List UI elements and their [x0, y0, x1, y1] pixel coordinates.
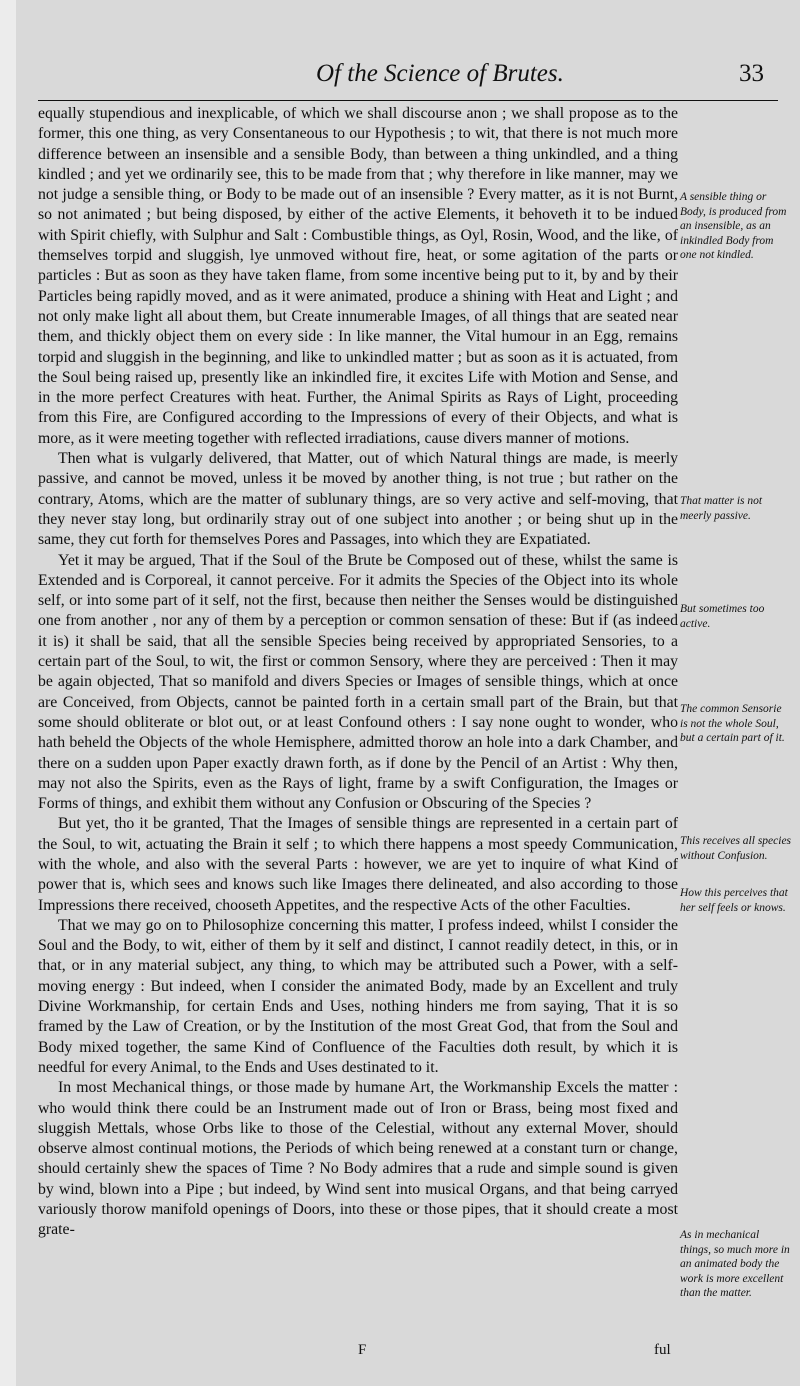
- paragraph-2: Then what is vulgarly delivered, that Matter, out of which Natural things are made, is meerly passive, and cannot be moved, unless it be moved by another thing, is not true ; but rather on the contrary, Atoms, which are the matter of sublunary things, are so very active and self-moving, that they never stay long, but ordinarily stray out of one subject into another ; or being shut up in the same, they cut forth for themselves Pores and Passages, into which they are Expatiated.: [38, 450, 678, 549]
- page-header: [38, 56, 778, 101]
- margin-note-too-active: But sometimes too active.: [680, 603, 765, 630]
- paragraph-6: In most Mechanical things, or those made by humane Art, the Workmanship Excels the matter : who would think there could be an Instrument made out of Iron or Brass, being most fixed and sluggish Mettals, whose Orbs like to those of the Celestial, without any external Mover, should observe almost continual motions, the Periods of which being renewed at a constant turn or change, should certainly shew the spaces of Time ? No Body admires that a rude and simple sound is given by wind, blown into a Pipe ; but indeed, by Wind sent into musical Organs, and that being carryed variously thorow manifold openings of Doors, into these or those pipes, that it should create a most grate-: [38, 1079, 678, 1239]
- margin-note-mechanical-things: As in mechanical things, so much more in an animated body the work is more excellent than the matter.: [680, 1229, 790, 1299]
- paragraph-4: But yet, tho it be granted, That the Images of sensible things are represented in a certain part of the Soul, to wit, actuating the Brain it self ; to which there happens a most speedy Communication, with the whole, and also with the several Parts : however, we are yet to inquire of what Kind of power that is, which sees and knows such like Images there delineated, and also according to those Impressions there received, chooseth Appetites, and the respective Acts of the other Faculties.: [38, 815, 678, 914]
- page-binding-edge: [0, 0, 16, 1386]
- paragraph-1: equally stupendious and inexplicable, of which we shall discourse anon ; we shall propose as to the former, this one thing, as very Consentaneous to our Hypothesis ; to wit, that there is not much more difference between an insensible and a sensible Body, than between a thing unkindled, and a thing kindled ; and yet we ordinarily see, this to be made from that ; why therefore in like manner, may we not judge a sensible thing, or Body to be made out of an insensible ? Every matter, as it is not Burnt, so not animated ; but being disposed, by either of the active Elements, it behoveth it to be indued with Spirit chiefly, with Sulphur and Salt : Combustible things, as Oyl, Rosin, Wood, and the like, of themselves torpid and sluggish, lye unmoved without fire, heat, or some agitation of the parts or particles : But as soon as they have taken flame, from some incentive being put to it, by and by their Particles being rapidly moved, and as it were animated, produce a shining with Heat and Light ; and not only make light all about them, but Create innumerable Images, of all things that are seated near them, and thickly object them on every side : In like manner, the Vital humour in an Egg, remains torpid and sluggish in the beginning, and like to unkindled matter ; but as soon as it is actuated, from the Soul being raised up, presently like an inkindled fire, it excites Life with Motion and Sense, and in the more perfect Creatures with heat. Further, the Animal Spirits as Rays of Light, proceeding from this Fire, are Configured according to the Impressions of every of their Objects, and what is more, as it were meeting together with reflected irradiations, cause divers manner of motions.: [38, 105, 678, 447]
- margin-note-receives-species: This receives all species without Confusion.: [680, 835, 792, 862]
- margin-note-matter-passive: That matter is not meerly passive.: [680, 495, 763, 522]
- paragraph-5: That we may go on to Philosophize concerning this matter, I profess indeed, whilst I consider the Soul and the Body, to wit, either of them by it self and distinct, I cannot readily detect, in this, or in that, or in any material subject, any thing, to which may be attributed such a Power, with a self-moving energy : But indeed, when I consider the animated Body, made by an Excellent and truly Divine Workmanship, for certain Ends and Uses, nothing hinders me from saying, That it is so framed by the Law of Creation, or by the Institution of the most Great God, that from the Soul and Body mixed together, the same Kind of Confluence of the Faculties doth result, by which it is needful for every Animal, to the Ends and Uses destinated to it.: [38, 916, 678, 1076]
- page-number: 33: [739, 60, 764, 87]
- margin-note-sensible-thing: A sensible thing or Body, is produced from an insensible, as an inkindled Body from one not kindled.: [680, 191, 787, 261]
- signature-mark: F: [358, 1342, 367, 1358]
- running-title: Of the Science of Brutes.: [316, 60, 564, 87]
- catchword: ful: [654, 1342, 671, 1358]
- paragraph-3: Yet it may be argued, That if the Soul of the Brute be Composed out of these, whilst the same is Extended and is Corporeal, it cannot perceive. For it admits the Species of the Object into its whole self, or into some part of it self, not the first, because then neither the Senses would be distinguished one from another , nor any of them by a perception or common sensation of these: But if (as indeed it is) it shall be said, that all the sensible Species being received by appropriated Sensories, to a certain part of the Soul, to wit, the first or common Sensory, where they are perceived : Then it may be again objected, That so manifold and divers Species or Images of sensible things, which at once are Conceived, from Objects, cannot be painted forth in a certain small part of the Brain, but that some should obliterate or blot out, or at least Confound others : I say none ought to wonder, who hath beheld the Objects of the whole Hemisphere, admitted thorow an hole into a dark Chamber, and there on a sudden upon Paper exactly drawn forth, as if done by the Pencil of an Artist : Why then, may not also the Spirits, even as the Rays of light, frame by a swift Configuration, the Images or Forms of things, and exhibit them without any Confusion or Obscuring of the Species ?: [38, 551, 678, 813]
- body-text: [38, 104, 678, 1241]
- margin-note-how-perceives: How this perceives that her self feels or knows.: [680, 887, 788, 914]
- margin-note-common-sensorie: The common Sensorie is not the whole Soul, but a certain part of it.: [680, 703, 785, 744]
